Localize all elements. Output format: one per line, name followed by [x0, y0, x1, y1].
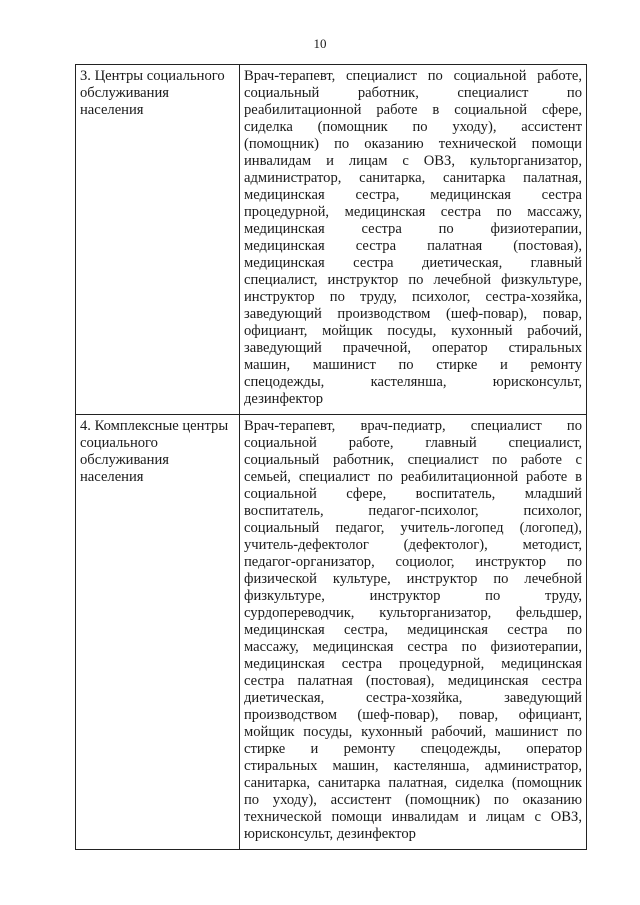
position-line: дезинфектор	[244, 391, 324, 407]
table-body	[76, 65, 587, 850]
position-line: воспитатель, педагог-психолог, психолог,	[244, 503, 582, 519]
position-line: диетическая, сестра-хозяйка, заведующий	[244, 690, 582, 706]
position-line: физкультуре, инструктор по труду,	[244, 588, 582, 604]
position-line: социальный педагог, учитель-логопед (логопед),	[244, 520, 582, 536]
position-line: по уходу), ассистент (помощник) по оказанию	[244, 792, 582, 808]
position-line: педагог-организатор, социолог, инструктор по	[244, 554, 582, 570]
position-line: производством (шеф-повар), повар, официант,	[244, 707, 582, 723]
position-line: мойщик посуды, кухонный рабочий, машинист по	[244, 724, 582, 740]
position-line: Врач-терапевт, специалист по социальной работе,	[244, 68, 582, 84]
institution-line: обслуживания	[80, 452, 169, 468]
position-line: заведующий производством (шеф-повар), повар,	[244, 306, 582, 322]
institution-line: населения	[80, 469, 144, 485]
table-row	[76, 65, 587, 415]
position-line: социальной работе, главный специалист,	[244, 435, 582, 451]
positions-table	[75, 64, 587, 850]
position-line: администратор, санитарка, санитарка палатная,	[244, 170, 582, 186]
position-line: семьей, специалист по реабилитационной работе в	[244, 469, 582, 485]
institution-line: социального	[80, 435, 158, 451]
position-line: машин, машинист по стирке и ремонту	[244, 357, 582, 373]
position-line: санитарка, санитарка палатная, сиделка (помощник	[244, 775, 582, 791]
position-line: Врач-терапевт, врач-педиатр, специалист по	[244, 418, 582, 434]
position-line: процедурной, медицинская сестра по массажу,	[244, 204, 582, 220]
position-line: технической помощи инвалидам и лицам с ОВЗ,	[244, 809, 582, 825]
institution-cell	[76, 415, 240, 850]
position-line: медицинская сестра, медицинская сестра по	[244, 622, 582, 638]
table-row	[76, 415, 587, 850]
institution-line: 3. Центры социального	[80, 68, 225, 84]
positions-cell	[240, 65, 587, 415]
page-number: 10	[313, 36, 327, 51]
position-line: учитель-дефектолог (дефектолог), методист,	[244, 537, 582, 553]
position-line: медицинская сестра диетическая, главный	[244, 255, 582, 271]
position-line: юрисконсульт, дезинфектор	[244, 826, 416, 842]
position-line: социальной сфере, воспитатель, младший	[244, 486, 582, 502]
institution-line: 4. Комплексные центры	[80, 418, 229, 434]
position-line: сестра палатная (постовая), медицинская сестра	[244, 673, 582, 689]
position-line: медицинская сестра палатная (постовая),	[244, 238, 582, 254]
positions-cell	[240, 415, 587, 850]
position-line: сиделка (помощник по уходу), ассистент	[244, 119, 582, 135]
position-line: инструктор по труду, психолог, сестра-хозяйка,	[244, 289, 582, 305]
position-line: медицинская сестра процедурной, медицинская	[244, 656, 582, 672]
position-line: (помощник) по оказанию технической помощи	[244, 136, 582, 152]
position-line: инвалидам и лицам с ОВЗ, культорганизатор,	[244, 153, 582, 169]
position-line: физической культуре, инструктор по лечебной	[244, 571, 582, 587]
position-line: массажу, медицинская сестра по физиотерапии,	[244, 639, 582, 655]
position-line: реабилитационной работе в социальной сфере,	[244, 102, 582, 118]
institution-cell	[76, 65, 240, 415]
position-line: медицинская сестра по физиотерапии,	[244, 221, 582, 237]
institution-line: населения	[80, 102, 144, 118]
position-line: официант, мойщик посуды, кухонный рабочий,	[244, 323, 582, 339]
institution-line: обслуживания	[80, 85, 169, 101]
position-line: стирке и ремонту спецодежды, оператор	[244, 741, 582, 757]
position-line: социальный работник, специалист по работе с	[244, 452, 582, 468]
position-line: спецодежды, кастелянша, юрисконсульт,	[244, 374, 582, 390]
position-line: стиральных машин, кастелянша, администратор,	[244, 758, 582, 774]
position-line: специалист, инструктор по лечебной физкультуре,	[244, 272, 582, 288]
position-line: социальный работник, специалист по	[244, 85, 582, 101]
position-line: медицинская сестра, медицинская сестра	[244, 187, 582, 203]
position-line: заведующий прачечной, оператор стиральных	[244, 340, 582, 356]
position-line: сурдопереводчик, культорганизатор, фельдшер,	[244, 605, 582, 621]
